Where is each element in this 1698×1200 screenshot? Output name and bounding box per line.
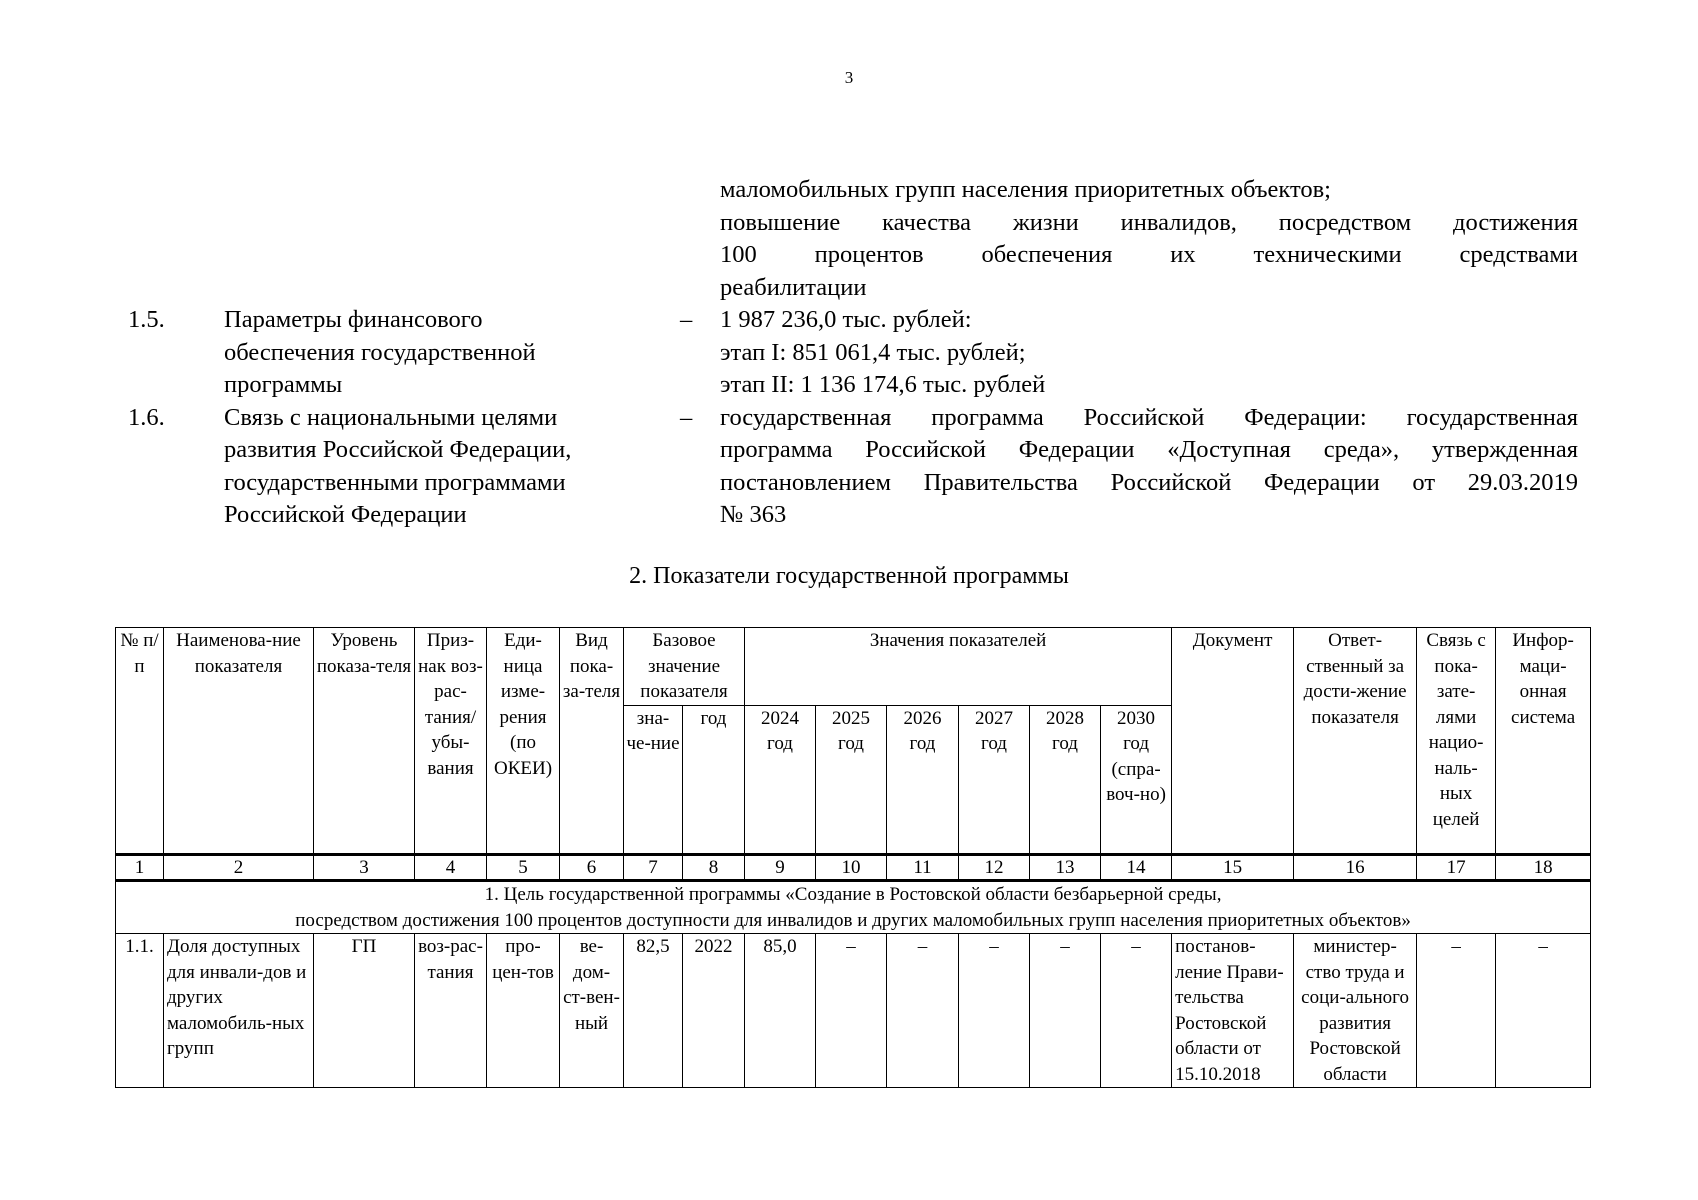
param-row-1-5 xyxy=(128,304,1578,402)
text-line: программы xyxy=(224,371,343,398)
row-value-2027: – xyxy=(959,934,1030,1088)
column-number: 18 xyxy=(1496,855,1591,881)
text-line: постановлением Правительства Российской Федерации от 29.03.2019 xyxy=(720,468,1578,496)
text-line: этап II: 1 136 174,6 тыс. рублей xyxy=(720,371,1046,398)
column-number: 2 xyxy=(164,855,314,881)
row-level: ГП xyxy=(314,934,415,1088)
text-line: государственная программа Российской Федерации: государственная xyxy=(720,403,1578,431)
row-document: постанов-ление Прави-тельства Ростовской области от 15.10.2018 xyxy=(1172,934,1294,1088)
text-line: 1 987 236,0 тыс. рублей: xyxy=(720,306,972,333)
page-number: 3 xyxy=(844,68,854,87)
param-row-1-6 xyxy=(128,402,1578,532)
text-line: Параметры финансового xyxy=(224,306,483,333)
header-2025: 2025 год xyxy=(816,705,887,855)
header-responsible: Ответ-ственный за дости-жение показателя xyxy=(1294,628,1417,855)
header-level: Уровень показа-теля xyxy=(314,628,415,855)
param-dash: – xyxy=(680,306,693,333)
header-link: Связь с пока-зате-лями нацио-наль-ных целей xyxy=(1417,628,1496,855)
row-base-value: 82,5 xyxy=(624,934,683,1088)
column-number: 10 xyxy=(816,855,887,881)
column-number: 14 xyxy=(1101,855,1172,881)
text-line: этап I: 851 061,4 тыс. рублей; xyxy=(720,338,1026,366)
header-2027: 2027 год xyxy=(959,705,1030,855)
header-base: Базовое значение показателя xyxy=(624,628,745,706)
header-values: Значения показателей xyxy=(745,628,1172,706)
param-number: 1.6. xyxy=(128,403,165,431)
goal-row xyxy=(116,881,1591,934)
text-line: программа Российской Федерации «Доступная среда», утвержденная xyxy=(720,436,1578,463)
row-responsible: министер-ство труда и соци-ального развития Ростовской области xyxy=(1294,934,1417,1088)
row-base-year: 2022 xyxy=(683,934,745,1088)
column-number: 1 xyxy=(116,855,164,881)
row-value-2028: – xyxy=(1030,934,1101,1088)
text-line: государственными программами xyxy=(224,468,566,496)
param-number: 1.5. xyxy=(128,306,165,333)
header-2024: 2024 год xyxy=(745,705,816,855)
text-line: Российской Федерации xyxy=(224,501,467,528)
text-line: реабилитации xyxy=(720,273,867,301)
section-title: 2. Показатели государственной программы xyxy=(629,563,1069,589)
header-base-year: год xyxy=(683,705,745,855)
header-document: Документ xyxy=(1172,628,1294,855)
row-value-2026: – xyxy=(887,934,959,1088)
column-number: 12 xyxy=(959,855,1030,881)
goal-line: посредством достижения 100 процентов доступности для инвалидов и других маломобильных групп населения приоритетных объектов» xyxy=(295,909,1411,931)
column-number: 15 xyxy=(1172,855,1294,881)
text-line: 100 процентов обеспечения их техническими средствами xyxy=(720,241,1578,268)
indicators-table xyxy=(115,627,1591,1088)
column-number: 7 xyxy=(624,855,683,881)
column-number: 16 xyxy=(1294,855,1417,881)
row-type: ве-дом-ст-вен-ный xyxy=(560,934,624,1088)
param-label xyxy=(224,304,680,402)
table-row xyxy=(116,934,1591,1088)
text-line: маломобильных групп населения приоритетных объектов; xyxy=(720,176,1331,203)
continuation-text xyxy=(720,174,1578,304)
column-number: 6 xyxy=(560,855,624,881)
header-row xyxy=(116,628,1591,706)
param-dash: – xyxy=(680,403,693,431)
text-line: № 363 xyxy=(720,501,787,528)
row-sign: воз-рас-тания xyxy=(415,934,487,1088)
column-number: 5 xyxy=(487,855,560,881)
row-unit: про-цен-тов xyxy=(487,934,560,1088)
column-number: 8 xyxy=(683,855,745,881)
text-line: развития Российской Федерации, xyxy=(224,436,572,463)
header-type: Вид пока-за-теля xyxy=(560,628,624,855)
column-number: 4 xyxy=(415,855,487,881)
header-2026: 2026 год xyxy=(887,705,959,855)
header-sign: Приз-нак воз-рас-тания/убы-вания xyxy=(415,628,487,855)
row-value-2024: 85,0 xyxy=(745,934,816,1088)
header-2030: 2030 год (спра-воч-но) xyxy=(1101,705,1172,855)
header-num: № п/п xyxy=(116,628,164,855)
header-info: Инфор-маци-онная система xyxy=(1496,628,1591,855)
row-link: – xyxy=(1417,934,1496,1088)
param-label xyxy=(224,402,680,532)
row-value-2025: – xyxy=(816,934,887,1088)
passport-parameters xyxy=(128,174,1578,532)
row-info: – xyxy=(1496,934,1591,1088)
row-name: Доля доступных для инвали-дов и других маломобиль-ных групп xyxy=(164,934,314,1088)
header-2028: 2028 год xyxy=(1030,705,1101,855)
header-name: Наименова-ние показателя xyxy=(164,628,314,855)
column-number-row xyxy=(116,855,1591,881)
goal-cell xyxy=(116,881,1591,934)
column-number: 9 xyxy=(745,855,816,881)
column-number: 3 xyxy=(314,855,415,881)
param-value xyxy=(720,304,1578,402)
goal-line: 1. Цель государственной программы «Создание в Ростовской области безбарьерной среды, xyxy=(484,884,1222,905)
text-line: Связь с национальными целями xyxy=(224,403,558,431)
param-value xyxy=(720,402,1578,532)
header-unit: Еди-ница изме-рения (по ОКЕИ) xyxy=(487,628,560,855)
column-number: 17 xyxy=(1417,855,1496,881)
continuation-row xyxy=(128,174,1578,304)
text-line: обеспечения государственной xyxy=(224,338,536,366)
row-num: 1.1. xyxy=(116,934,164,1088)
row-value-2030: – xyxy=(1101,934,1172,1088)
column-number: 11 xyxy=(887,855,959,881)
header-base-value: зна-че-ние xyxy=(624,705,683,855)
column-number: 13 xyxy=(1030,855,1101,881)
text-line: повышение качества жизни инвалидов, посредством достижения xyxy=(720,208,1578,236)
